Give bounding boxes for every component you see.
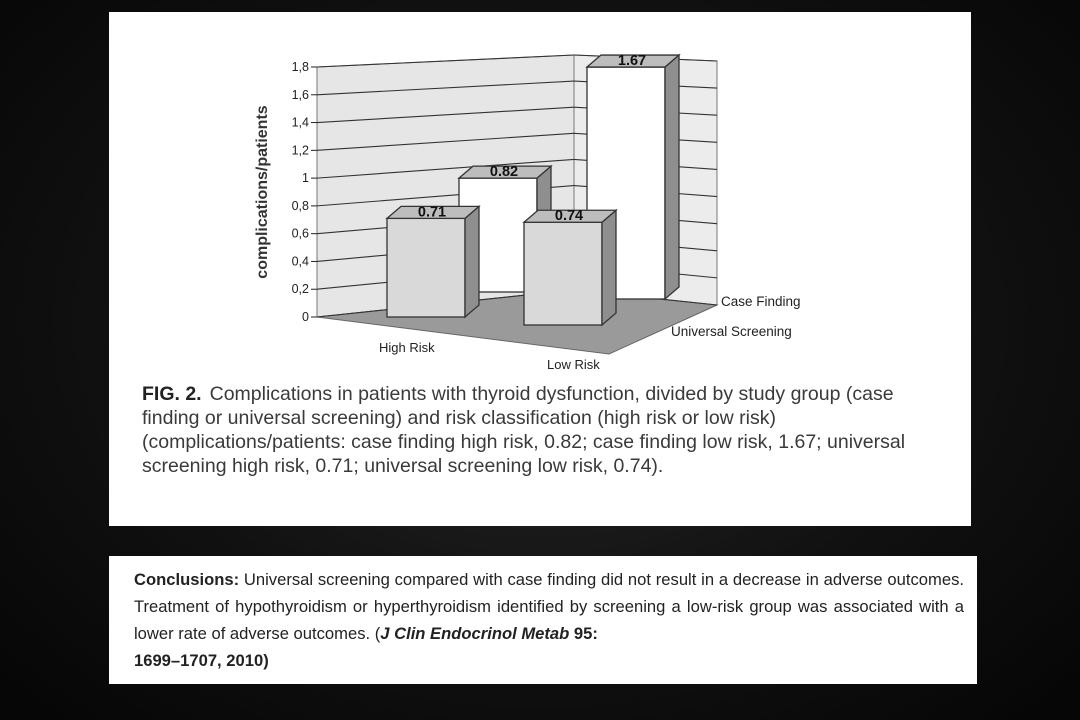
figure-panel (109, 12, 971, 526)
conclusion-panel (109, 556, 977, 684)
y-tick-label: 1 (302, 171, 309, 186)
x-category-label: Low Risk (547, 357, 600, 372)
bar-side-universal-screening-low-risk (602, 210, 616, 325)
data-label-case-finding-low-risk: 1.67 (617, 53, 647, 70)
conclusion-lead: Conclusions: (134, 570, 240, 589)
y-tick-label: 0,4 (291, 254, 309, 269)
citation-pages: 1699–1707, 2010) (134, 651, 269, 670)
figure-caption (142, 382, 952, 478)
y-axis-label: complications/patients (254, 105, 271, 279)
bar-side-case-finding-low-risk (665, 55, 679, 299)
y-tick-label: 1,2 (291, 143, 309, 158)
bar-chart-3d (109, 12, 971, 382)
bar-universal-screening-low-risk (524, 222, 602, 325)
legend-label: Case Finding (721, 294, 801, 309)
citation-journal: J Clin Endocrinol Metab (380, 624, 570, 643)
y-tick-label: 0,8 (291, 198, 309, 213)
conclusion-text: Conclusions: Universal screening compared with case finding did not result in a decrease in adverse outcomes. Treatment of hypothyroidism or hyperthyroidism identified by screening a low-risk group was associated with a lower rate of adverse outcomes. (J Clin Endocrinol Metab 95: 1699–1707, 2010) (134, 570, 964, 670)
y-tick-label: 0,6 (291, 226, 309, 241)
data-label-universal-screening-low-risk: 0.74 (554, 208, 584, 225)
y-tick-label: 1,8 (291, 60, 309, 74)
bar-side-universal-screening-high-risk (465, 206, 479, 317)
y-tick-label: 0,2 (291, 282, 309, 297)
legend-label: Universal Screening (671, 324, 792, 339)
conclusion-body: Universal screening compared with case finding did not result in a decrease in adverse outcomes. Treatment of hypothyroidism or hyperthyroidism identified by screening a low-risk group was associated with a lower rate of adverse outcomes. (134, 570, 964, 643)
bar-universal-screening-high-risk (387, 218, 465, 317)
y-tick-label: 1,4 (291, 115, 309, 130)
y-tick-label: 0 (302, 310, 309, 324)
caption-text: Complications in patients with thyroid dysfunction, divided by study group (case finding or universal screening) and risk classification (high risk or low risk) (complications/patients: case finding high risk, 0.82; case finding low risk, 1.67; universal screening high risk, 0.71; universal screening low risk, 0.74). (142, 383, 906, 477)
citation-volume: 95: (573, 624, 598, 643)
x-category-label: High Risk (379, 340, 435, 355)
data-label-case-finding-high-risk: 0.82 (489, 164, 519, 181)
data-label-universal-screening-high-risk: 0.71 (417, 204, 447, 221)
y-tick-label: 1,6 (291, 87, 309, 102)
caption-label: FIG. 2. (142, 383, 202, 405)
